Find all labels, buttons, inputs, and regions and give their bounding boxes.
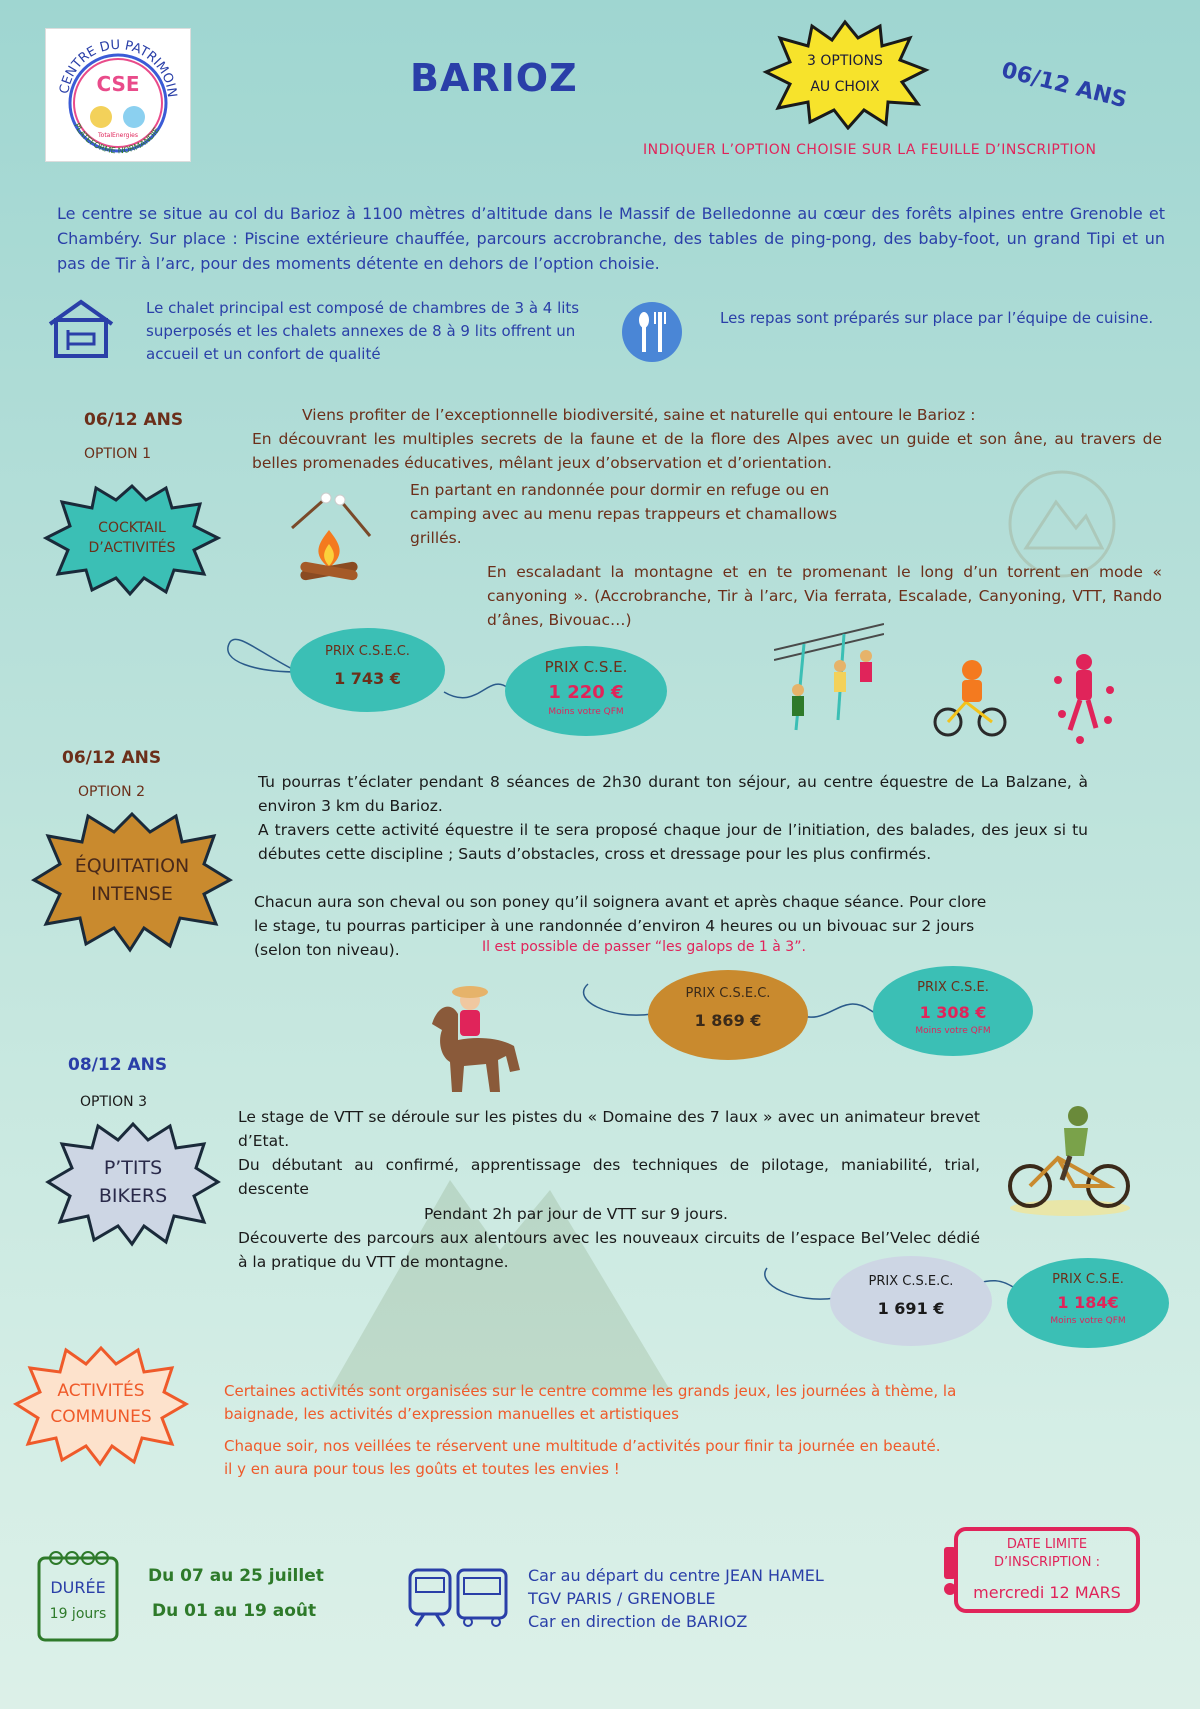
option1-price-csec-label: PRIX C.S.E.C. — [325, 644, 410, 659]
option3-price-cse-note: Moins votre QFM — [1050, 1316, 1126, 1326]
mountain-emblem-icon — [1006, 468, 1118, 580]
option3-badge-line1: P’TITS — [103, 1157, 163, 1179]
lodging-text: Le chalet principal est composé de chambres de 3 à 4 lits superposés et les chalets annexes de 8 à 9 lits offrent un accueil et un confort de qualité — [146, 299, 580, 363]
option2-p2: A travers cette activité équestre il te sera proposé chaque jour de l’initiation, des balades, des jeux si tu débutes cette discipline ; Sauts d’obstacles, cross et dressage pour les plus confirmés. — [258, 821, 1088, 863]
logo-small: TotalEnergies — [98, 132, 138, 139]
common-badge — [12, 1340, 190, 1468]
option1-p3: En escaladant la montagne et en te promenant le long d’un torrent en mode « canyoning ». (Accrobranche, Tir à l’arc, Via ferrata, Escalade, Canyoning, VTT, Rando d’ânes, Bivouac…) — [487, 563, 1162, 629]
climber-icon — [1050, 650, 1120, 746]
option2-p3-line1: Chacun aura son cheval ou son poney qu’il soignera avant et après chaque séance. Pour clore — [254, 893, 987, 911]
options-badge — [760, 18, 930, 130]
option2-badge-line1: ÉQUITATION — [74, 855, 190, 877]
horse-rider-icon — [418, 980, 530, 1098]
option1-p1-rest: En découvrant les multiples secrets de la faune et de la flore des Alpes avec un guide et son âne, au travers de belles promenades éducatives, mêlant jeux d’observation et d’orientation. — [252, 430, 1162, 472]
cutlery-icon — [620, 300, 684, 364]
option2-p3-line3: (selon ton niveau). — [254, 941, 400, 959]
option1-price-csec-value: 1 743 € — [334, 669, 401, 688]
intro-paragraph: Le centre se situe au col du Barioz à 1100 mètres d’altitude dans le Massif de Belledonne au cœur des forêts alpines entre Grenoble et Chambéry. Sur place : Piscine extérieure chauffée, parcours accrobranche, des tables de ping-pong, des baby-foot, un grand Tipi et un pas de Tir à l’arc, pour des moments détente en dehors de l’option choisie. — [57, 204, 1165, 273]
option1-badge — [42, 478, 222, 598]
deadline-label-1: DATE LIMITE — [1006, 1537, 1088, 1552]
option2-badge-line2: INTENSE — [91, 883, 173, 905]
option3-label: OPTION 3 — [80, 1094, 147, 1110]
option1-price-cse-label: PRIX C.S.E. — [544, 658, 628, 676]
option3-price-cse-label: PRIX C.S.E. — [1052, 1272, 1124, 1287]
option2-price-cse-value: 1 308 € — [919, 1003, 987, 1022]
date-july: Du 07 au 25 juillet — [148, 1566, 324, 1586]
option3-p3: Pendant 2h par jour de VTT sur 9 jours. — [424, 1205, 728, 1223]
transport-line2: TGV PARIS / GRENOBLE — [528, 1589, 716, 1608]
deadline-label-2: D’INSCRIPTION : — [994, 1555, 1100, 1570]
option3-badge — [44, 1116, 222, 1248]
meals-text: Les repas sont préparés sur place par l’équipe de cuisine. — [720, 309, 1154, 327]
option2-p1: Tu pourras t’éclater pendant 8 séances de 2h30 durant ton séjour, au centre équestre de La Balzane, à environ 3 km du Barioz. — [258, 773, 1088, 815]
option2-age: 06/12 ANS — [62, 748, 162, 768]
deadline-box — [942, 1527, 1142, 1615]
option2-price-cse — [873, 966, 1033, 1056]
option3-price-cse-value: 1 184€ — [1057, 1293, 1119, 1312]
option1-price-csec — [290, 628, 445, 712]
option3-price-csec-value: 1 691 € — [877, 1299, 945, 1318]
option1-age: 06/12 ANS — [84, 410, 184, 430]
option3-price-csec — [830, 1256, 992, 1346]
duration-label: DURÉE — [50, 1578, 106, 1597]
house-icon — [46, 298, 116, 360]
option2-label: OPTION 2 — [78, 784, 145, 800]
common-badge-line2: COMMUNES — [50, 1407, 152, 1427]
option2-price-cse-label: PRIX C.S.E. — [917, 980, 989, 995]
option3-badge-line2: BIKERS — [98, 1185, 168, 1207]
date-august: Du 01 au 19 août — [152, 1601, 317, 1621]
option2-badge — [30, 806, 234, 954]
common-p2-line2: il y en aura pour tous les goûts et toutes les envies ! — [224, 1460, 620, 1478]
option2-price-csec-value: 1 869 € — [694, 1011, 762, 1030]
logo — [45, 28, 191, 162]
common-badge-line1: ACTIVITÉS — [57, 1381, 145, 1401]
accrobranche-icon — [774, 620, 884, 740]
campfire-icon — [282, 488, 376, 582]
mountain-biker-icon — [1004, 1100, 1136, 1218]
option2-galops: Il est possible de passer “les galops de 1 à 3”. — [482, 939, 806, 955]
option1-p1-line1: Viens profiter de l’exceptionnelle biodiversité, saine et naturelle qui entoure le Barioz : — [302, 406, 976, 424]
common-p2-line1: Chaque soir, nos veillées te réservent une multitude d’activités pour finir ta journée en beauté. — [224, 1437, 941, 1455]
option1-label: OPTION 1 — [84, 446, 151, 462]
option1-price-cse — [505, 646, 667, 736]
option1-badge-line2: D’ACTIVITÉS — [88, 540, 176, 556]
logo-top-text: CENTRE DU PATRIMOIN — [57, 37, 180, 99]
option2-p3-line2: le stage, tu pourras participer à une randonnée d’environ 4 heures ou un bivouac sur 2 jours — [254, 917, 975, 935]
options-badge-line2: AU CHOIX — [810, 79, 880, 95]
option1-p2: En partant en randonnée pour dormir en refuge ou en camping avec au menu repas trappeurs et chamallows grillés. — [410, 481, 838, 547]
logo-cse: CSE — [96, 72, 140, 96]
option1-price-cse-note: Moins votre QFM — [548, 707, 624, 717]
common-p1: Certaines activités sont organisées sur le centre comme les grands jeux, les journées à thème, la baignade, les activités d’expression manuelles et artistiques — [224, 1382, 957, 1423]
option3-price-csec-label: PRIX C.S.E.C. — [868, 1274, 954, 1289]
option1-badge-line1: COCKTAIL — [98, 520, 166, 536]
option3-price-cse — [1007, 1258, 1169, 1348]
logo-bottom-text: PLATEFORME NORMANDIE — [72, 121, 162, 156]
option3-p4: Découverte des parcours aux alentours avec les nouveaux circuits de l’espace Bel’Velec dédié à la pratique du VTT de montagne. — [238, 1229, 980, 1271]
duration-calendar — [36, 1548, 120, 1644]
option1-price-cse-value: 1 220 € — [548, 682, 624, 703]
registration-note: INDIQUER L’OPTION CHOISIE SUR LA FEUILLE D’INSCRIPTION — [643, 142, 1097, 158]
train-bus-icon — [406, 1566, 510, 1630]
header-age: 06/12 ANS — [998, 58, 1130, 114]
page-title: BARIOZ — [410, 56, 578, 100]
option2-price-csec-label: PRIX C.S.E.C. — [685, 986, 771, 1001]
transport-line1: Car au départ du centre JEAN HAMEL — [528, 1566, 824, 1585]
option2-price-csec — [648, 970, 808, 1060]
transport-line3: Car en direction de BARIOZ — [528, 1612, 748, 1631]
kid-cyclist-icon — [932, 656, 1008, 738]
options-badge-line1: 3 OPTIONS — [807, 53, 883, 69]
duration-value: 19 jours — [49, 1606, 107, 1622]
option3-p1: Le stage de VTT se déroule sur les pistes du « Domaine des 7 laux » avec un animateur brevet d’Etat. — [238, 1108, 980, 1150]
option3-age: 08/12 ANS — [68, 1055, 168, 1075]
option3-p2: Du débutant au confirmé, apprentissage des techniques de pilotage, maniabilité, trial, descente — [238, 1156, 980, 1198]
option2-price-cse-note: Moins votre QFM — [915, 1026, 991, 1036]
deadline-value: mercredi 12 MARS — [973, 1583, 1121, 1602]
